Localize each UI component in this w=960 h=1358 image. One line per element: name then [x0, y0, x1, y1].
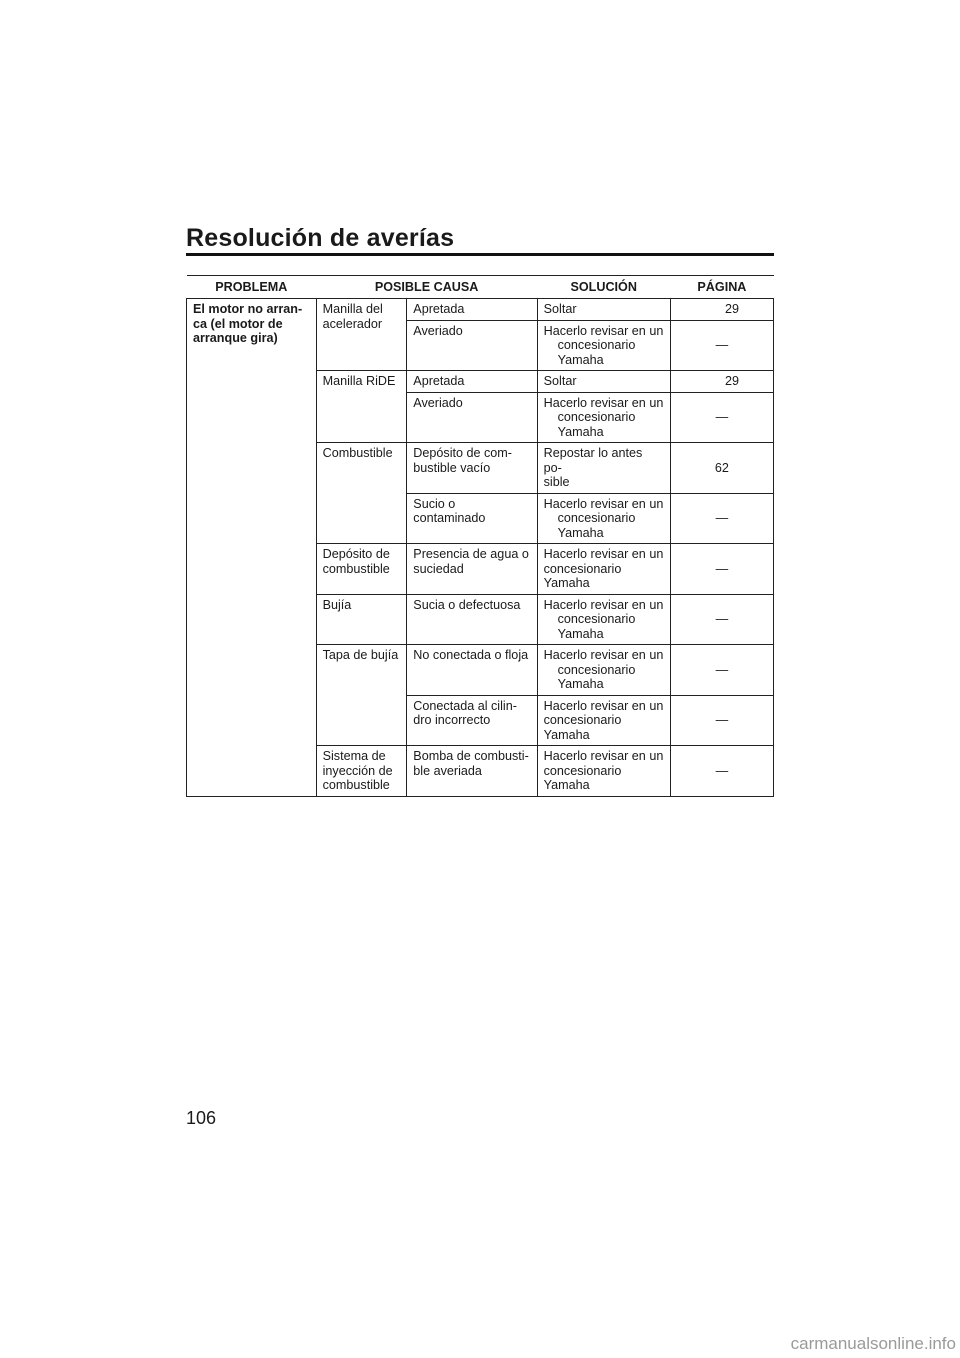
- header-problema: PROBLEMA: [187, 276, 317, 299]
- cell-line: concesionario: [557, 511, 636, 525]
- cell-line: Soltar: [543, 302, 577, 316]
- cell-line: Tapa de bujía: [322, 648, 399, 662]
- table-row: [187, 299, 774, 321]
- cause-detail-cell: [407, 443, 537, 494]
- page-cell: 29: [670, 299, 773, 321]
- page-cell: —: [670, 746, 773, 797]
- cause-detail-cell: [407, 493, 537, 544]
- cause-cell: [316, 746, 407, 797]
- cell-line: Bomba de combusti-: [413, 749, 529, 763]
- cell-line: Hacerlo revisar en un: [543, 597, 664, 612]
- cell-line: Apretada: [413, 302, 465, 316]
- cell-line: Manilla del: [322, 302, 383, 316]
- cell-line: Manilla RiDE: [322, 374, 396, 388]
- cell-line: Yamaha: [557, 352, 604, 367]
- page-number: 106: [186, 1108, 217, 1128]
- header-solucion: SOLUCIÓN: [537, 276, 670, 299]
- page-cell: —: [670, 645, 773, 696]
- solution-cell: [537, 493, 670, 544]
- cell-line: arranque gira): [193, 331, 278, 345]
- cause-cell: [316, 594, 407, 645]
- header-posible-causa: POSIBLE CAUSA: [316, 276, 537, 299]
- cell-line: dro incorrecto: [413, 713, 491, 727]
- cell-line: Yamaha: [543, 778, 590, 792]
- cell-line: Hacerlo revisar en un: [543, 395, 664, 410]
- cause-detail-cell: [407, 371, 537, 393]
- cell-line: Hacerlo revisar en un: [543, 749, 664, 763]
- watermark: carmanualsonline.info: [790, 1334, 956, 1353]
- cause-detail-cell: [407, 299, 537, 321]
- cell-line: Conectada al cilin-: [413, 698, 517, 713]
- cell-line: bustible vacío: [413, 460, 491, 475]
- cell-line: acelerador: [322, 316, 383, 331]
- cell-line: Presencia de agua o: [413, 547, 529, 561]
- cell-line: Repostar lo antes po-: [543, 446, 643, 475]
- cell-line: concesionario: [557, 612, 636, 626]
- solution-cell: [537, 392, 670, 443]
- cause-detail-cell: [407, 695, 537, 746]
- header-pagina: PÁGINA: [670, 276, 773, 299]
- cell-line: Combustible: [322, 446, 393, 460]
- cell-line: concesionario: [543, 713, 622, 727]
- page-cell: 29: [670, 371, 773, 393]
- cell-line: Sucio o contaminado: [413, 496, 486, 525]
- cell-line: Yamaha: [557, 525, 604, 540]
- cause-detail-cell: [407, 544, 537, 595]
- page-cell: —: [670, 320, 773, 371]
- solution-cell: [537, 320, 670, 371]
- cell-line: Yamaha: [543, 727, 590, 742]
- cell-line: Yamaha: [557, 626, 604, 641]
- page-cell: —: [670, 493, 773, 544]
- solution-cell: [537, 371, 670, 393]
- page-cell: —: [670, 544, 773, 595]
- solution-cell: [537, 695, 670, 746]
- cell-line: No conectada o floja: [413, 648, 529, 662]
- cause-detail-cell: [407, 320, 537, 371]
- cell-line: Averiado: [413, 395, 463, 410]
- cause-detail-cell: [407, 645, 537, 696]
- cell-line: combustible: [322, 778, 390, 792]
- solution-cell: [537, 645, 670, 696]
- solution-cell: [537, 299, 670, 321]
- cell-line: Hacerlo revisar en un: [543, 698, 664, 713]
- cell-line: Depósito de: [322, 547, 390, 561]
- cell-line: Averiado: [413, 323, 463, 338]
- cell-line: ble averiada: [413, 763, 482, 778]
- cell-line: concesionario: [543, 561, 622, 576]
- cell-line: El motor no arran-: [193, 302, 303, 316]
- problem-cell: [187, 299, 317, 797]
- cell-line: Depósito de com-: [413, 446, 512, 460]
- cell-line: Apretada: [413, 374, 465, 388]
- cell-line: Hacerlo revisar en un: [543, 496, 664, 511]
- solution-cell: [537, 443, 670, 494]
- troubleshooting-table: [186, 275, 774, 797]
- cell-line: sible: [543, 475, 570, 489]
- cell-line: Yamaha: [557, 677, 604, 691]
- cell-line: Yamaha: [557, 424, 604, 439]
- cell-line: inyección de: [322, 763, 393, 778]
- cause-cell: [316, 443, 407, 544]
- cell-line: concesionario: [557, 338, 636, 352]
- page-cell: —: [670, 392, 773, 443]
- cell-line: concesionario: [557, 662, 636, 677]
- cause-detail-cell: [407, 746, 537, 797]
- cell-line: concesionario: [557, 410, 636, 424]
- page-cell: —: [670, 594, 773, 645]
- cell-line: suciedad: [413, 561, 464, 576]
- cell-line: Yamaha: [543, 576, 590, 590]
- cell-line: Soltar: [543, 374, 577, 388]
- page-title: Resolución de averías: [186, 224, 455, 252]
- cause-cell: [316, 645, 407, 746]
- cell-line: Sucia o defectuosa: [413, 597, 521, 612]
- cause-cell: [316, 371, 407, 443]
- cause-detail-cell: [407, 392, 537, 443]
- cell-line: Hacerlo revisar en un: [543, 648, 664, 662]
- cell-line: combustible: [322, 561, 390, 576]
- cause-detail-cell: [407, 594, 537, 645]
- cell-line: concesionario: [543, 763, 622, 778]
- page-cell: —: [670, 695, 773, 746]
- cause-cell: [316, 544, 407, 595]
- page-cell: 62: [670, 443, 773, 494]
- title-rule: [186, 253, 774, 256]
- solution-cell: [537, 594, 670, 645]
- table-header-row: [187, 276, 774, 299]
- cell-line: Hacerlo revisar en un: [543, 323, 664, 338]
- solution-cell: [537, 544, 670, 595]
- cell-line: Hacerlo revisar en un: [543, 547, 664, 561]
- cell-line: Sistema de: [322, 749, 386, 763]
- solution-cell: [537, 746, 670, 797]
- cell-line: Bujía: [322, 597, 352, 612]
- cell-line: ca (el motor de: [193, 316, 283, 331]
- cause-cell: [316, 299, 407, 371]
